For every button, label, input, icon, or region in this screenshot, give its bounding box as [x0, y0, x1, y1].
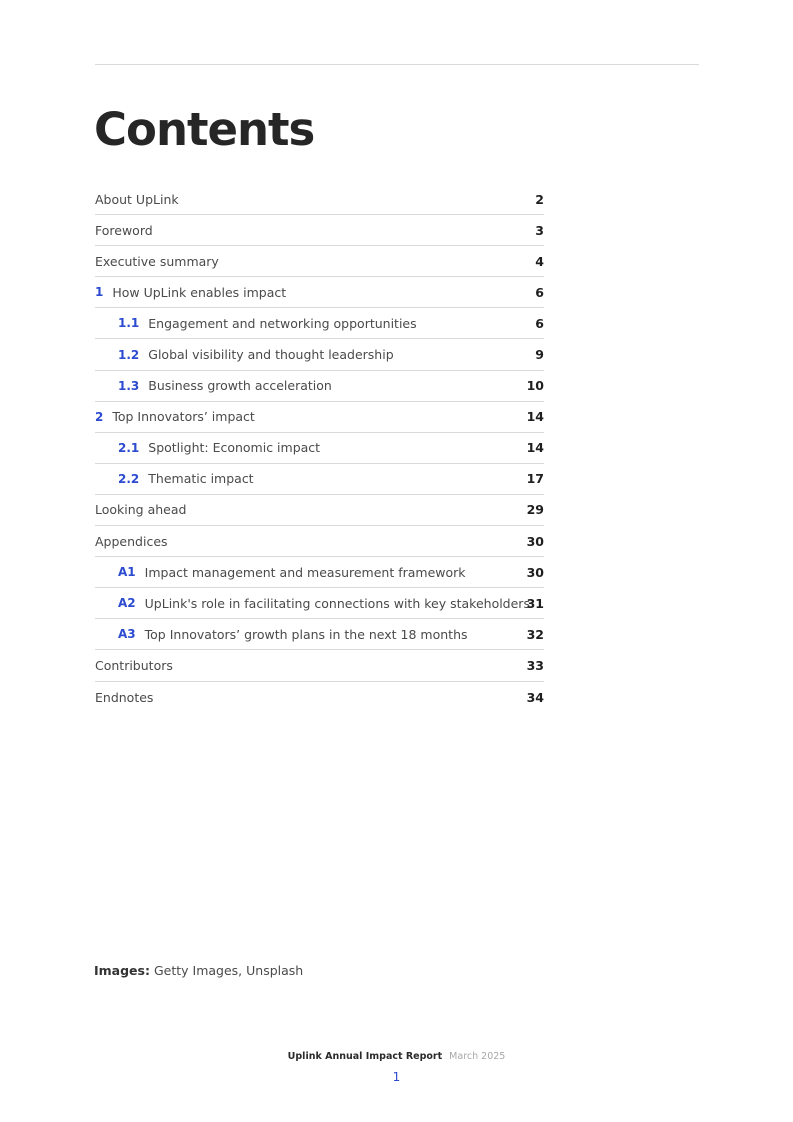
toc-entry-number: 2.2	[118, 471, 140, 486]
toc-entry[interactable]	[95, 277, 544, 308]
toc-entry-page: 14	[526, 409, 544, 425]
toc-entry-number: 1.2	[118, 347, 140, 362]
toc-entry[interactable]	[95, 339, 544, 370]
toc-entry[interactable]	[95, 526, 544, 557]
toc-entry[interactable]	[95, 495, 544, 526]
toc-entry-page: 3	[535, 222, 544, 238]
image-credits-label: Images:	[94, 963, 150, 978]
page-title: Contents	[94, 103, 315, 156]
toc-entry-number: A3	[118, 627, 136, 642]
toc-entry-label: UpLink's role in facilitating connections with key stakeholders	[144, 595, 530, 611]
toc-entry-label: Thematic impact	[148, 471, 254, 487]
toc-entry-label: About UpLink	[95, 191, 179, 207]
toc-entry-number: 1.1	[118, 316, 140, 331]
toc-entry-page: 31	[526, 595, 544, 611]
toc-entry[interactable]	[95, 246, 544, 277]
toc-entry[interactable]	[95, 308, 544, 339]
toc-entry[interactable]	[95, 588, 544, 619]
table-of-contents	[95, 184, 544, 713]
toc-entry-label: How UpLink enables impact	[112, 284, 287, 300]
toc-entry-page: 14	[526, 440, 544, 456]
toc-entry-label: Contributors	[95, 657, 173, 673]
toc-entry-label: Appendices	[95, 533, 168, 549]
toc-entry[interactable]	[95, 371, 544, 402]
toc-entry-number: 1	[95, 285, 104, 300]
toc-entry-page: 4	[535, 253, 544, 269]
toc-entry[interactable]	[95, 215, 544, 246]
toc-entry-label: Engagement and networking opportunities	[148, 315, 417, 331]
toc-entry-page: 2	[535, 191, 544, 207]
toc-entry-label: Global visibility and thought leadership	[148, 347, 394, 363]
toc-entry-page: 6	[535, 284, 544, 300]
toc-entry[interactable]	[95, 433, 544, 464]
toc-entry-page: 10	[526, 378, 544, 394]
page-number: 1	[392, 1070, 401, 1084]
toc-entry-label: Executive summary	[95, 253, 219, 269]
toc-entry-number: 2.1	[118, 440, 140, 455]
toc-entry-page: 6	[535, 315, 544, 331]
toc-entry-label: Business growth acceleration	[148, 378, 332, 394]
footer	[0, 1051, 793, 1062]
toc-entry-page: 34	[526, 689, 544, 705]
toc-entry-label: Top Innovators’ impact	[112, 409, 255, 425]
toc-entry-label: Impact management and measurement framework	[144, 564, 466, 580]
toc-entry[interactable]	[95, 650, 544, 681]
toc-entry-label: Spotlight: Economic impact	[148, 440, 321, 456]
toc-entry-page: 17	[526, 471, 544, 487]
toc-entry-number: A2	[118, 596, 136, 611]
footer-report-title: Uplink Annual Impact Report	[287, 1051, 443, 1062]
toc-entry-label: Top Innovators’ growth plans in the next 18 months	[144, 626, 468, 642]
toc-entry-page: 32	[526, 626, 544, 642]
toc-entry-page: 30	[526, 533, 544, 549]
toc-entry-label: Endnotes	[95, 689, 154, 705]
footer-date: March 2025	[449, 1051, 506, 1062]
toc-entry-page: 33	[526, 657, 544, 673]
toc-entry[interactable]	[95, 184, 544, 215]
top-divider	[95, 64, 699, 65]
toc-entry-number: A1	[118, 565, 136, 580]
toc-entry-number: 2	[95, 409, 104, 424]
toc-entry-number: 1.3	[118, 378, 140, 393]
toc-entry-label: Foreword	[95, 222, 153, 238]
toc-entry[interactable]	[95, 557, 544, 588]
image-credits	[94, 963, 303, 978]
toc-entry-page: 29	[526, 502, 544, 518]
toc-entry[interactable]	[95, 464, 544, 495]
toc-entry[interactable]	[95, 402, 544, 433]
image-credits-text: Getty Images, Unsplash	[153, 963, 304, 978]
toc-entry[interactable]	[95, 682, 544, 713]
toc-entry-page: 9	[535, 347, 544, 363]
toc-entry[interactable]	[95, 619, 544, 650]
toc-entry-label: Looking ahead	[95, 502, 187, 518]
toc-entry-page: 30	[526, 564, 544, 580]
